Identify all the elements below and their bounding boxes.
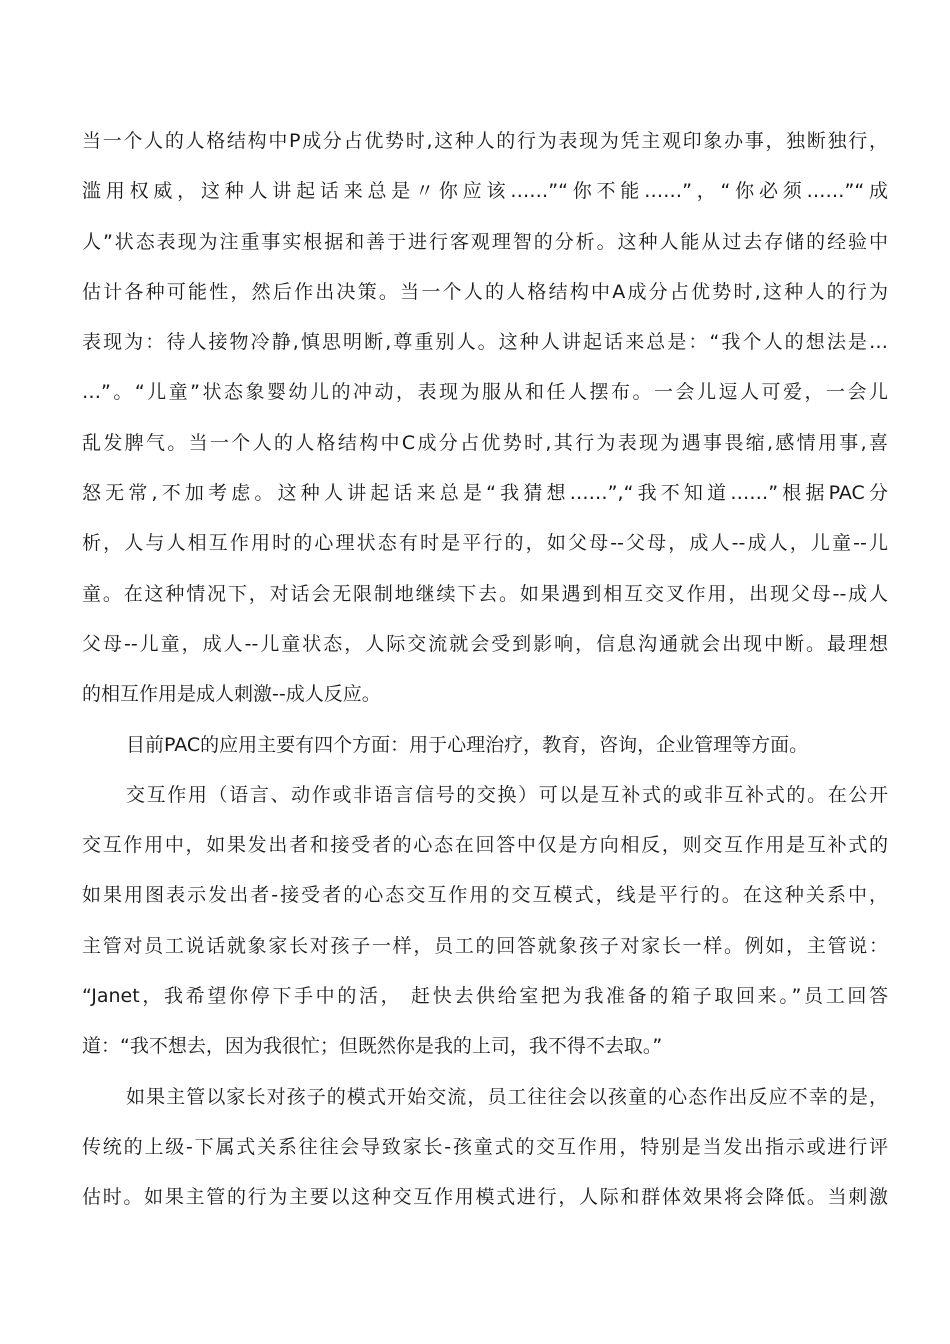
text-line: “Janet，我希望你停下手中的活， 赶快去供给室把为我准备的箱子取回来。”员工回答 [82, 985, 888, 1008]
text-line: 传统的上级-下属式关系往往会导致家长-孩童式的交互作用，特别是当发出指示或进行评 [82, 1135, 888, 1158]
paragraph-supervisor-mode [82, 1072, 888, 1223]
text-line: 表现为：待人接物冷静,慎思明断,尊重别人。这种人讲起话来总是：“我个人的想法是… [82, 331, 888, 354]
paragraph-pac-applications [82, 720, 888, 770]
paragraph-transactions [82, 770, 888, 1072]
text-line: 如果用图表示发出者-接受者的心态交互作用的交互模式，线是平行的。在这种关系中， [82, 884, 888, 907]
text-line: 当一个人的人格结构中P成分占优势时,这种人的行为表现为凭主观印象办事，独断独行， [82, 130, 888, 152]
paragraph-pac-states [82, 116, 888, 720]
text-line: 估时。如果主管的行为主要以这种交互作用模式进行，人际和群体效果将会降低。当刺激 [82, 1186, 888, 1209]
text-line: 如果主管以家长对孩子的模式开始交流，员工往往会以孩童的心态作出反应不幸的是， [126, 1085, 888, 1108]
text-line: …”。“儿童”状态象婴幼儿的冲动，表现为服从和任人摆布。一会儿逗人可爱，一会儿 [82, 381, 888, 404]
text-line: 析，人与人相互作用时的心理状态有时是平行的，如父母--父母，成人--成人，儿童--儿 [82, 532, 888, 555]
text-line: 主管对员工说话就象家长对孩子一样，员工的回答就象孩子对家长一样。例如，主管说： [82, 934, 888, 957]
text-line: 交互作用（语言、动作或非语言信号的交换）可以是互补式的或非互补式的。在公开 [126, 783, 888, 806]
text-line: 交互作用中，如果发出者和接受者的心态在回答中仅是方向相反，则交互作用是互补式的 [82, 834, 888, 857]
text-line: 的相互作用是成人刺激--成人反应。 [82, 683, 381, 706]
text-line: 人”状态表现为注重事实根据和善于进行客观理智的分析。这种人能从过去存储的经验中 [82, 230, 888, 253]
text-line: 估计各种可能性，然后作出决策。当一个人的人格结构中A成分占优势时,这种人的行为 [82, 280, 888, 303]
text-line: 乱发脾气。当一个人的人格结构中C成分占优势时,其行为表现为遇事畏缩,感情用事,喜 [82, 431, 888, 454]
text-line: 滥用权威，这种人讲起话来总是〃你应该……”“你不能……”，“你必须……”“成 [82, 180, 888, 203]
text-line: 父母--儿童，成人--儿童状态，人际交流就会受到影响，信息沟通就会出现中断。最理想 [82, 632, 888, 655]
text-line: 怒无常,不加考虑。这种人讲起话来总是“我猜想……”,“我不知道……”根据PAC分 [82, 482, 888, 505]
text-line: 道：“我不想去，因为我很忙；但既然你是我的上司，我不得不去取。” [82, 1035, 663, 1058]
text-line: 目前PAC的应用主要有四个方面：用于心理治疗，教育，咨询，企业管理等方面。 [126, 733, 809, 756]
text-line: 童。在这种情况下，对话会无限制地继续下去。如果遇到相互交叉作用，出现父母--成人 [82, 582, 888, 605]
